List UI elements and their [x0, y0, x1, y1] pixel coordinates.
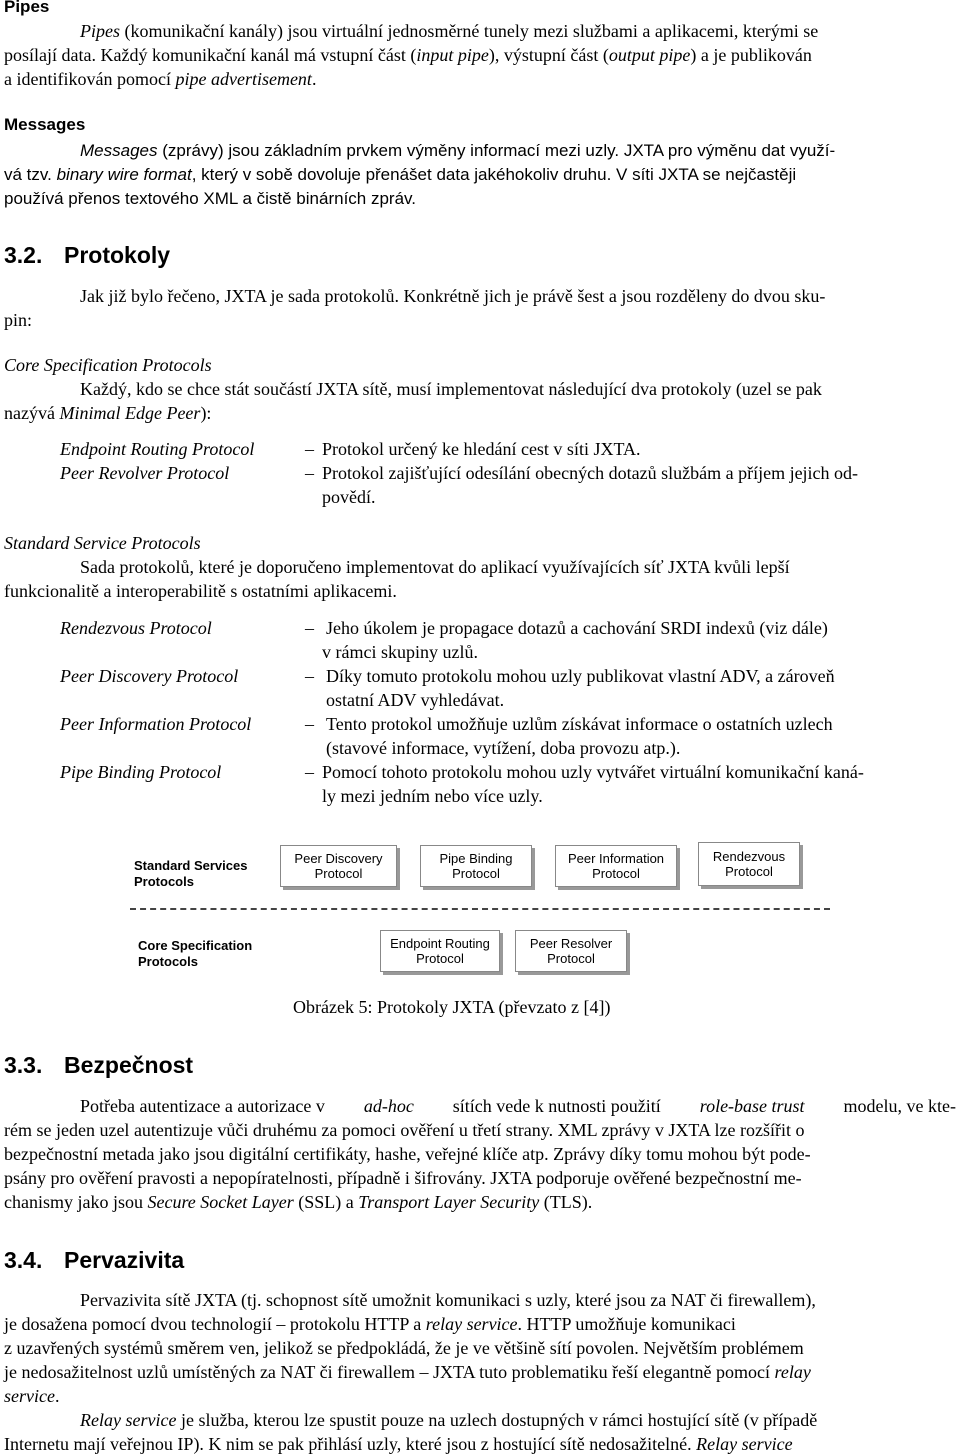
security-line-1 — [80, 1096, 956, 1117]
core-spec-label: Core Specification Protocols — [138, 938, 253, 969]
peer-information-box: Peer Information Protocol — [555, 845, 677, 887]
text-segment: modelu, ve kte- — [839, 1096, 956, 1116]
pipes-line-2 — [4, 45, 956, 66]
std-item-desc-cont: (stavové informace, vytížení, doba provozu atp.). — [326, 738, 681, 758]
pipes-line-1 — [80, 21, 956, 42]
relay-service-term: Relay service — [80, 1410, 177, 1430]
pervasive-line-4 — [4, 1362, 811, 1383]
section-number: 3.2. — [4, 242, 43, 268]
messages-text: vá tzv. — [4, 165, 57, 184]
core-spec-text-1: Každý, kdo se chce stát součástí JXTA sítě, musí implementovat následující dva protokoly (uzel se pak — [80, 379, 822, 399]
messages-line-2 — [4, 165, 796, 185]
binary-wire-format-term: binary wire format — [56, 165, 192, 184]
std-item-desc-cont: ly mezi jedním nebo více uzly. — [322, 786, 543, 806]
section-title: Protokoly — [64, 242, 171, 268]
std-services-label: Standard Services Protocols — [134, 858, 248, 889]
service-term: service — [4, 1386, 55, 1406]
core-item-name: Endpoint Routing Protocol — [60, 439, 255, 459]
security-line-3: bezpečnostní metada jako jsou digitální certifikáty, hashe, veřejné klíče atp. Zprávy díky tomu mohou být pode- — [4, 1144, 811, 1164]
std-item-dash: – — [305, 618, 314, 638]
std-service-text-1: Sada protokolů, které je doporučeno implementovat do aplikací využívajících síť JXTA kvůli lepší — [80, 557, 790, 577]
section-number: 3.4. — [4, 1247, 43, 1273]
text-segment: sítích vede k nutnosti použití — [448, 1096, 666, 1116]
std-item-name: Peer Information Protocol — [60, 714, 252, 734]
security-line-5 — [4, 1192, 592, 1213]
peer-resolver-box: Peer Resolver Protocol — [515, 930, 627, 972]
std-item-name: Peer Discovery Protocol — [60, 666, 239, 686]
pipes-text: . — [311, 69, 317, 89]
std-item-desc: Pomocí tohoto protokolu mohou uzly vytvářet virtuální komunikační kaná- — [322, 762, 864, 782]
pipes-text: ), výstupní část ( — [488, 45, 609, 65]
std-item-dash: – — [305, 762, 314, 782]
text-segment: Internetu mají veřejnou IP). K nim se pak přihlásí uzly, které jsou z hostující sítě nedosažitelné. — [4, 1434, 697, 1454]
std-item-desc: Díky tomuto protokolu mohou uzly publikovat vlastní ADV, a zároveň — [326, 666, 835, 686]
output-pipe-term: output pipe — [608, 45, 691, 65]
text-segment: (SSL) a — [293, 1192, 359, 1212]
messages-term: Messages — [80, 141, 158, 160]
std-item-dash: – — [305, 666, 314, 686]
std-item-desc-cont: ostatní ADV vyhledávat. — [326, 690, 505, 710]
text-segment: (TLS). — [539, 1192, 593, 1212]
core-text: ): — [200, 403, 212, 423]
section-title: Pervazivita — [64, 1247, 185, 1273]
messages-text: , který v sobě dovoluje přenášet data jakéhokoliv druhu. V síti JXTA se nejčastěji — [191, 165, 797, 184]
core-item-desc: Protokol zajišťující odesílání obecných dotazů službám a příjem jejich od- — [322, 463, 859, 483]
core-item-desc: Protokol určený ke hledání cest v síti JXTA. — [322, 439, 641, 459]
pervasive-line-1: Pervazivita sítě JXTA (tj. schopnost sítě umožnit komunikaci s uzly, které jsou za NAT či firewallem), — [80, 1290, 816, 1310]
pipes-heading: Pipes — [4, 0, 50, 16]
std-item-desc-cont: v rámci skupiny uzlů. — [322, 642, 478, 662]
pipes-term: Pipes — [80, 21, 120, 41]
pipes-text: ) a je publikován — [690, 45, 812, 65]
core-spec-heading: Core Specification Protocols — [4, 355, 212, 375]
pipes-text: a identifikován pomocí — [4, 69, 176, 89]
std-service-heading: Standard Service Protocols — [4, 533, 201, 553]
core-item-name: Peer Revolver Protocol — [60, 463, 230, 483]
ssl-term: Secure Socket Layer — [147, 1192, 294, 1212]
core-item-dash: – — [305, 439, 314, 459]
std-item-dash: – — [305, 714, 314, 734]
text-segment: Potřeba autentizace a autorizace v — [80, 1096, 330, 1116]
std-item-name: Pipe Binding Protocol — [60, 762, 222, 782]
rendezvous-box: Rendezvous Protocol — [698, 842, 800, 886]
input-pipe-term: input pipe — [416, 45, 489, 65]
std-item-desc: Jeho úkolem je propagace dotazů a cachování SRDI indexů (viz dále) — [326, 618, 828, 638]
pipes-text: posílají data. Každý komunikační kanál má vstupní část ( — [4, 45, 417, 65]
std-service-text-2: funkcionalitě a interoperabilitě s ostatními aplikacemi. — [4, 581, 397, 601]
protocols-intro-2: pin: — [4, 310, 33, 330]
text-segment: je dosažena pomocí dvou technologií – protokolu HTTP a — [4, 1314, 426, 1334]
section-title: Bezpečnost — [64, 1052, 194, 1078]
pervasive-line-6 — [80, 1410, 817, 1431]
std-item-name: Rendezvous Protocol — [60, 618, 212, 638]
role-base-trust-term: role-base trust — [699, 1096, 805, 1116]
text-segment: . — [54, 1386, 60, 1406]
section-3-4-heading — [4, 1247, 184, 1274]
pervasive-line-2 — [4, 1314, 736, 1335]
std-item-desc: Tento protokol umožňuje uzlům získávat informace o ostatních uzlech — [326, 714, 833, 734]
pervasive-line-3: z uzavřených systémů směrem ven, jelikož se předpokládá, že je ve většině sítí povolen. Největším problémem — [4, 1338, 804, 1358]
core-item-dash: – — [305, 463, 314, 483]
minimal-edge-peer-term: Minimal Edge Peer — [59, 403, 201, 423]
endpoint-routing-box: Endpoint Routing Protocol — [380, 930, 500, 972]
protocols-diagram — [130, 830, 830, 1005]
core-spec-text-2 — [4, 403, 211, 424]
section-3-3-heading — [4, 1052, 193, 1079]
pervasive-line-7 — [4, 1434, 793, 1455]
peer-discovery-box: Peer Discovery Protocol — [280, 845, 397, 887]
messages-line-3: používá přenos textového XML a čistě binárních zpráv. — [4, 189, 417, 208]
text-segment: chanismy jako jsou — [4, 1192, 148, 1212]
messages-line-1 — [80, 141, 835, 161]
pipe-binding-box: Pipe Binding Protocol — [420, 845, 532, 887]
section-number: 3.3. — [4, 1052, 43, 1078]
pervasive-line-5 — [4, 1386, 59, 1407]
security-line-2: rém se jeden uzel autentizuje vůči druhému za pomoci ověření u třetí strany. XML zprávy v JXTA lze rozšířit o — [4, 1120, 805, 1140]
security-line-4: psány pro ověření pravosti a nepopíratelnosti, případně i šifrovány. JXTA podporuje ověřené bezpečnostní me- — [4, 1168, 802, 1188]
pipe-advertisement-term: pipe advertisement — [175, 69, 312, 89]
relay-term: relay — [774, 1362, 811, 1382]
tls-term: Transport Layer Security — [358, 1192, 540, 1212]
figure-caption: Obrázek 5: Protokoly JXTA (převzato z [4]) — [293, 997, 611, 1017]
pipes-text: (komunikační kanály) jsou virtuální jednosměrné tunely mezi službami a aplikacemi, kterými se — [120, 21, 819, 41]
text-segment: je nedosažitelnost uzlů umístěných za NAT či firewallem – JXTA tuto problematiku řeší elegantně pomocí — [4, 1362, 775, 1382]
ad-hoc-term: ad-hoc — [363, 1096, 414, 1116]
layer-divider-line — [130, 908, 830, 910]
core-item-desc-cont: povědí. — [322, 487, 376, 507]
relay-service-term: Relay service — [696, 1434, 793, 1454]
section-3-2-heading — [4, 242, 170, 269]
relay-service-term: relay service — [425, 1314, 518, 1334]
core-text: nazývá — [4, 403, 60, 423]
protocols-intro-1: Jak již bylo řečeno, JXTA je sada protokolů. Konkrétně jich je právě šest a jsou rozděleny do dvou sku- — [80, 286, 826, 306]
messages-text: (zprávy) jsou základním prvkem výměny informací mezi uzly. JXTA pro výměnu dat využí- — [157, 141, 836, 160]
text-segment: . HTTP umožňuje komunikaci — [517, 1314, 736, 1334]
messages-heading: Messages — [4, 115, 86, 134]
pipes-line-3 — [4, 69, 316, 90]
text-segment: je služba, kterou lze spustit pouze na uzlech dostupných v rámci hostující sítě (v případě — [176, 1410, 818, 1430]
